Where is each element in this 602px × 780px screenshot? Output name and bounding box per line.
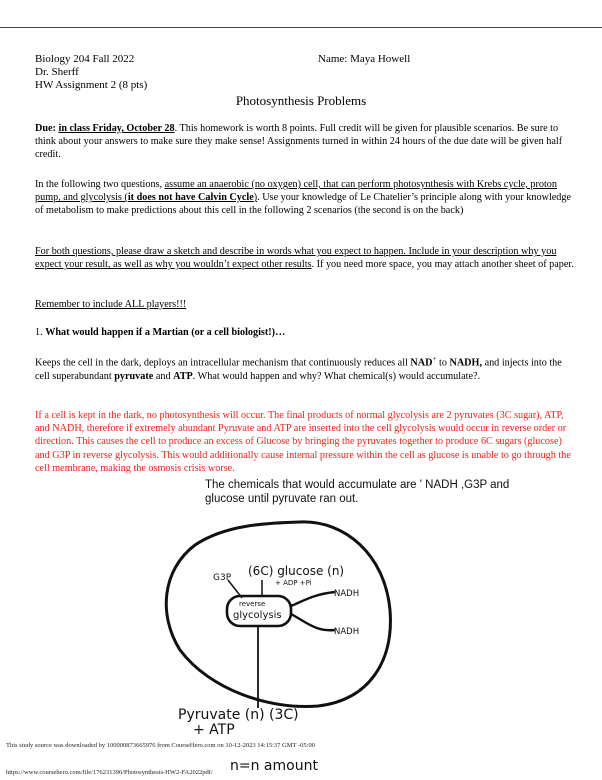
intro-no-calvin: it does not have Calvin Cycle — [127, 192, 254, 204]
typed-note-line-1: The chemicals that would accumulate are ' NADH ,G3P and — [205, 479, 510, 491]
answer-red-text: If a cell is kept in the dark, no photosynthesis will occur. The final products of normal glycolysis are 2 pyruvates (3C sugar), ATP, and NADH, therefore if extremely abundant Pyruvate and ATP are inserted into the cell glycolysis would occur in reverse order or direction. This causes the cell to produce an excess of Glucose by bringing the pyruvates together to produce 6C sugars (glucose) and G3P in reverse glycolysis. This would additionally cause internal pressure within the cell as glucose is unable to go through the cell membrane, making the osmosis crisis worse. — [35, 410, 571, 474]
due-date: in class Friday, October 28 — [58, 123, 175, 134]
q1-body-b: and injects into the cell superabundant — [35, 357, 562, 382]
q1-body-a: Keeps the cell in the dark, deploys an intracellular mechanism that continuously reduces all — [35, 357, 411, 369]
q1-nadh: NADH, — [449, 357, 483, 369]
sketch-n-amount: n=n amount — [230, 758, 318, 774]
source-url: https://www.coursehero.com/file/176231396/Photosynthesis-HW2-FA2022pdf/ — [6, 769, 213, 776]
q1-pyruvate: pyruvate — [114, 370, 154, 382]
header-course: Biology 204 Fall 2022 — [35, 53, 135, 65]
sketch-pyruvate: Pyruvate (n) (3C) — [178, 707, 299, 723]
sketch-adp: + ADP +Pi — [275, 579, 312, 587]
source-note: This study source was downloaded by 100000873665976 from CourseHero.com on 10-12-2023 14:15:37 GMT -05:00 — [6, 742, 315, 749]
q1-atp: ATP — [173, 370, 193, 382]
question-number: 1. — [35, 327, 43, 338]
nadh-connector-bottom — [291, 614, 335, 630]
intro-rest: . Use your knowledge of Le Chatelier’s principle along with your knowledge of metabolism to make predictions about this cell in the following 2 scenarios (the second is on the back) — [35, 192, 572, 217]
instructions-rest: . If you need more space, you may attach another sheet of paper. — [311, 259, 574, 271]
sketch-reverse: reverse — [239, 600, 266, 608]
reminder: Remember to include ALL players!!! — [35, 299, 187, 310]
due-text: . This homework is worth 8 points. Full credit will be given for plausible scenarios. Be sure to think about your answers to make sure they make sense! Assignments turned in within 24 hours of the due date will be given half credit. — [35, 123, 563, 161]
page-title: Photosynthesis Problems — [235, 93, 367, 108]
header-assignment: HW Assignment 2 (8 pts) — [35, 79, 148, 91]
q1-nad-sup: + — [432, 355, 437, 363]
student-name: Name: Maya Howell — [318, 53, 411, 65]
intro-underlined: assume an anaerobic (no oxygen) cell, that can perform photosynthesis with Krebs cycle, proton pump, and glycolysis ( — [35, 179, 557, 204]
due-label: Due: — [35, 123, 56, 134]
intro-close: ) — [253, 192, 258, 204]
nadh-connector-top — [291, 592, 335, 606]
sketch-glucose: (6C) glucose (n) — [248, 564, 345, 578]
typed-note-line-2: glucose until pyruvate ran out. — [205, 493, 359, 505]
q1-body-c: . What would happen and why? What chemical(s) would accumulate?. — [192, 370, 481, 382]
q1-to: to — [436, 357, 450, 369]
header-instructor: Dr. Sherff — [35, 66, 79, 78]
q1-nad: NAD — [410, 357, 433, 369]
intro-lead: In the following two questions, — [35, 179, 165, 190]
sketch-glycolysis: glycolysis — [233, 610, 282, 621]
sketch-g3p: G3P — [213, 573, 232, 583]
sketch-nadh-bottom: NADH — [334, 627, 360, 637]
question-title: What would happen if a Martian (or a cell biologist!)… — [45, 327, 286, 338]
sketch-nadh-top: NADH — [334, 589, 360, 599]
sketch-atp: + ATP — [193, 722, 235, 738]
instructions-underlined: For both questions, please draw a sketch and describe in words what you expect to happen. Include in your description why you expect your result, as well as why you wouldn’t expect other results — [35, 246, 557, 271]
q1-and: and — [153, 370, 174, 382]
